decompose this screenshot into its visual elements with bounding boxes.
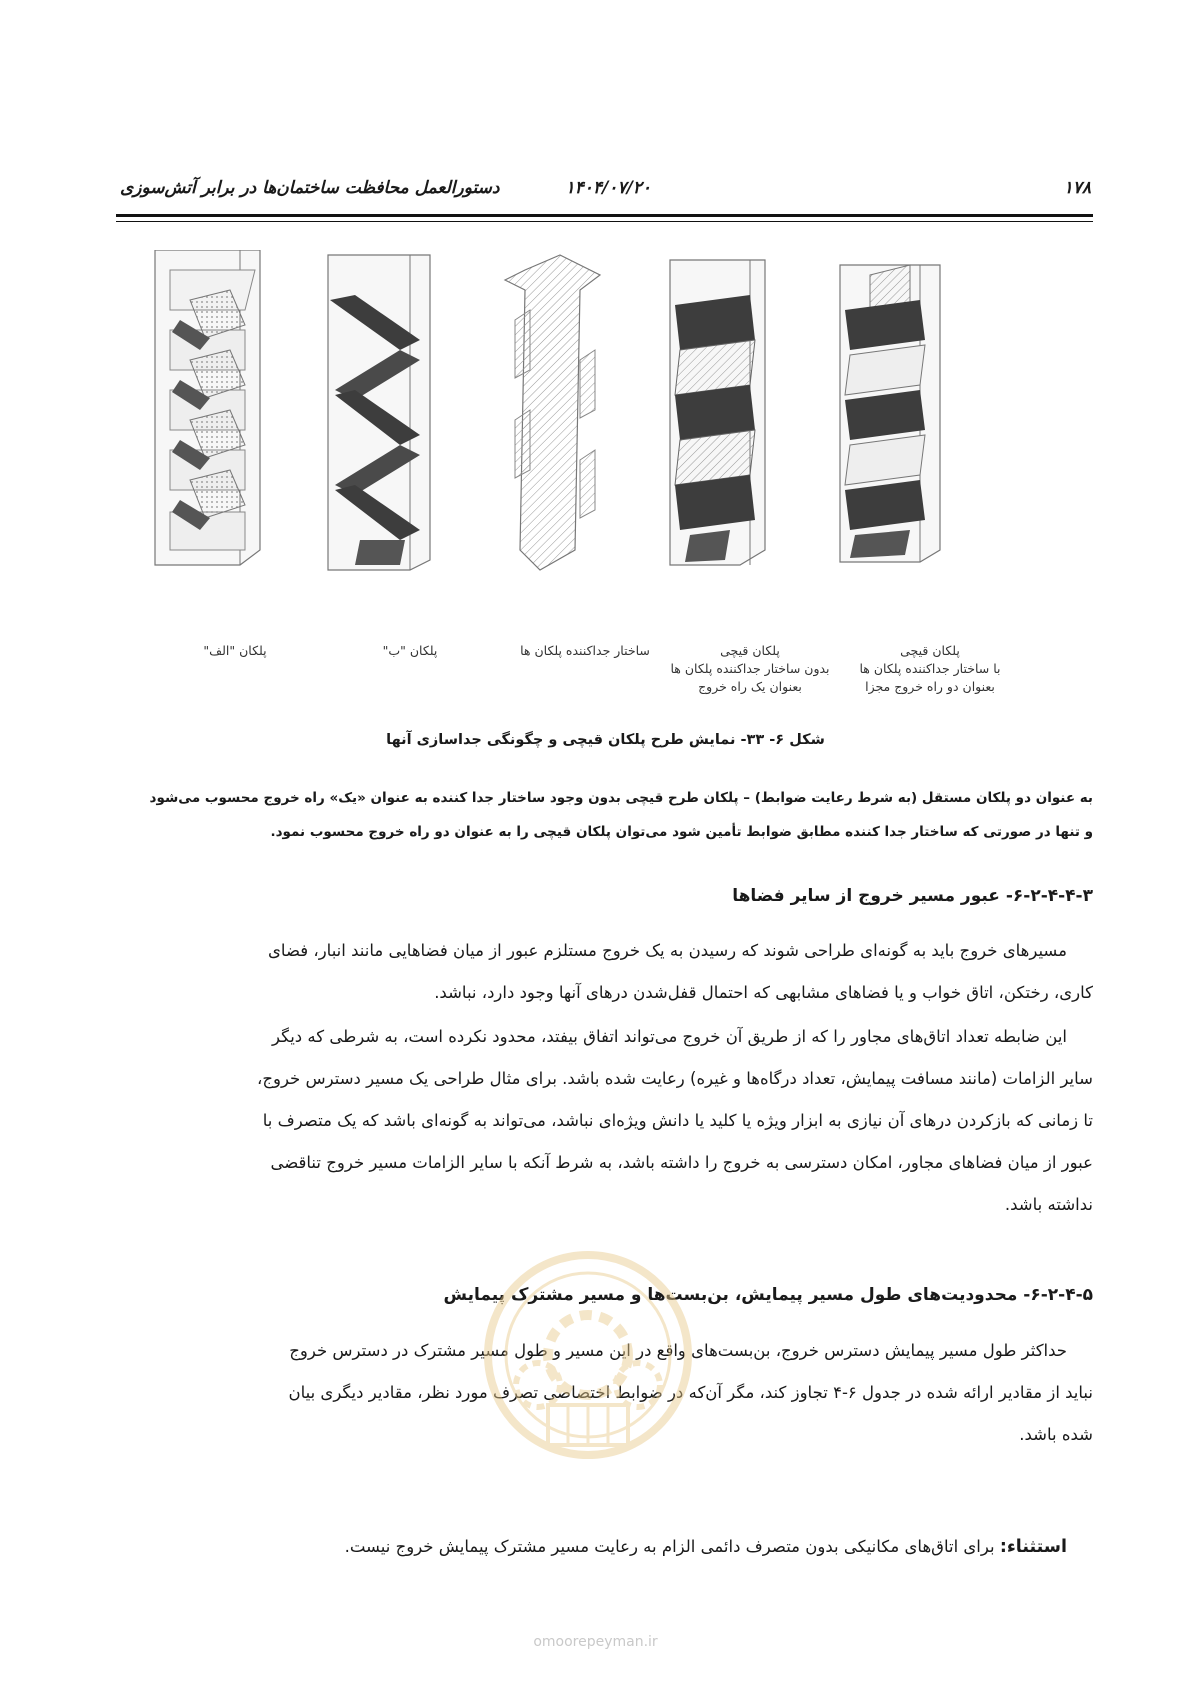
header-date: ۱۴۰۴/۰۷/۲۰ <box>565 178 651 198</box>
page-header <box>120 178 1091 206</box>
caption-line: بعنوان یک راه خروج <box>698 679 802 694</box>
caption-line: بدون ساختار جداکننده پلکان ها <box>670 661 830 676</box>
caption-separator <box>495 642 675 660</box>
text-line: مسیرهای خروج باید به گونه‌ای طراحی شوند که رسیدن به یک خروج مستلزم عبور از میان فضاهایی مانند انبار، فضای <box>268 941 1067 960</box>
exception-label: استثناء: <box>999 1537 1067 1557</box>
caption-line: پلکان قیچی <box>720 643 780 658</box>
scissor-no-separator-illustration <box>670 260 765 565</box>
separator-illustration <box>505 255 600 570</box>
stair-figure <box>150 250 1050 640</box>
section-heading-1: ۶-۲-۴-۴-۳- عبور مسیر خروج از سایر فضاها <box>732 886 1093 906</box>
text-line: کاری، رختکن، اتاق خواب و یا فضاهای مشابهی که احتمال قفل‌شدن درهای آنها وجود دارد، نباشد. <box>434 983 1093 1002</box>
note-line-1: به عنوان دو پلکان مستقل (به شرط رعایت ضوابط) – پلکان طرح قیچی بدون وجود ساختار جدا کننده به عنوان «یک» راه خروج محسوب می‌شود <box>149 790 1093 806</box>
exception-text: برای اتاق‌های مکانیکی بدون متصرف دائمی الزام به رعایت مسیر مشترک پیمایش خروج نیست. <box>344 1537 1000 1556</box>
section1-paragraph-1 <box>115 930 1093 1014</box>
stair-b-illustration <box>328 255 430 570</box>
exception-note <box>115 1537 1067 1557</box>
header-title: دستورالعمل محافظت ساختمان‌ها در برابر آتش‌سوزی <box>120 178 500 198</box>
text-line: شده باشد. <box>1019 1425 1093 1444</box>
text-line: نداشته باشد. <box>1004 1195 1093 1214</box>
text-line: تا زمانی که بازکردن درهای آن نیازی به ابزار ویژه یا کلید یا دانش ویژه‌ای نباشد، می‌تواند به گونه‌ای باشد که یک متصرف با <box>262 1111 1093 1130</box>
caption-line: پلکان "ب" <box>382 643 438 658</box>
caption-stair-a <box>145 642 325 660</box>
stair-a-illustration <box>155 250 260 565</box>
text-line: عبور از میان فضاهای مجاور، امکان دسترسی به خروج را داشته باشد، به شرط آنکه با سایر الزامات مسیر خروج تناقضی <box>270 1153 1093 1172</box>
caption-line: با ساختار جداکننده پلکان ها <box>859 661 1001 676</box>
text-line: سایر الزامات (مانند مسافت پیمایش، تعداد درگاه‌ها و غیره) رعایت شده باشد. برای مثال طراحی یک مسیر دسترس خروج، <box>257 1069 1093 1088</box>
text-line: این ضابطه تعداد اتاق‌های مجاور را که از طریق آن خروج می‌تواند اتفاق بیفتد، محدود نکرده است، به شرطی که دیگر <box>271 1027 1067 1046</box>
watermark-url: omoorepeyman.ir <box>533 1634 658 1650</box>
page-number: ۱۷۸ <box>1063 178 1091 198</box>
figure-captions <box>150 642 1050 712</box>
figure-title: شکل ۶- ۳۳- نمایش طرح پلکان قیچی و چگونگی جداسازی آنها <box>386 732 825 748</box>
caption-line: ساختار جداکننده پلکان ها <box>520 643 650 658</box>
section-heading-2: ۶-۲-۴-۵- محدودیت‌های طول مسیر پیمایش، بن‌بست‌ها و مسیر مشترک پیمایش <box>443 1285 1093 1305</box>
caption-line: بعنوان دو راه خروج مجزا <box>865 679 995 694</box>
caption-scissor-unseparated <box>660 642 840 696</box>
scissor-with-separator-illustration <box>840 265 940 562</box>
header-rule-thick <box>116 214 1093 217</box>
text-line: حداکثر طول مسیر پیمایش دسترس خروج، بن‌بست‌های واقع در این مسیر و طول مسیر مشترک در دسترس خروج <box>289 1341 1067 1360</box>
text-line: نباید از مقادیر ارائه شده در جدول ۶-۴ تجاوز کند، مگر آن‌که در ضوابط اختصاصی تصرف مورد نظر، مقادیر دیگری بیان <box>288 1383 1093 1402</box>
caption-line: پلکان قیچی <box>900 643 960 658</box>
caption-line: پلکان "الف" <box>203 643 267 658</box>
watermark-seal-logo <box>478 1245 698 1465</box>
caption-stair-b <box>320 642 500 660</box>
note-line-2: و تنها در صورتی که ساختار جدا کننده مطابق ضوابط تأمین شود می‌توان پلکان قیچی را به عنوان دو راه خروج محسوب نمود. <box>270 824 1093 840</box>
caption-scissor-separated <box>840 642 1020 696</box>
section1-paragraph-2 <box>115 1016 1093 1226</box>
header-rule-thin <box>116 221 1093 222</box>
